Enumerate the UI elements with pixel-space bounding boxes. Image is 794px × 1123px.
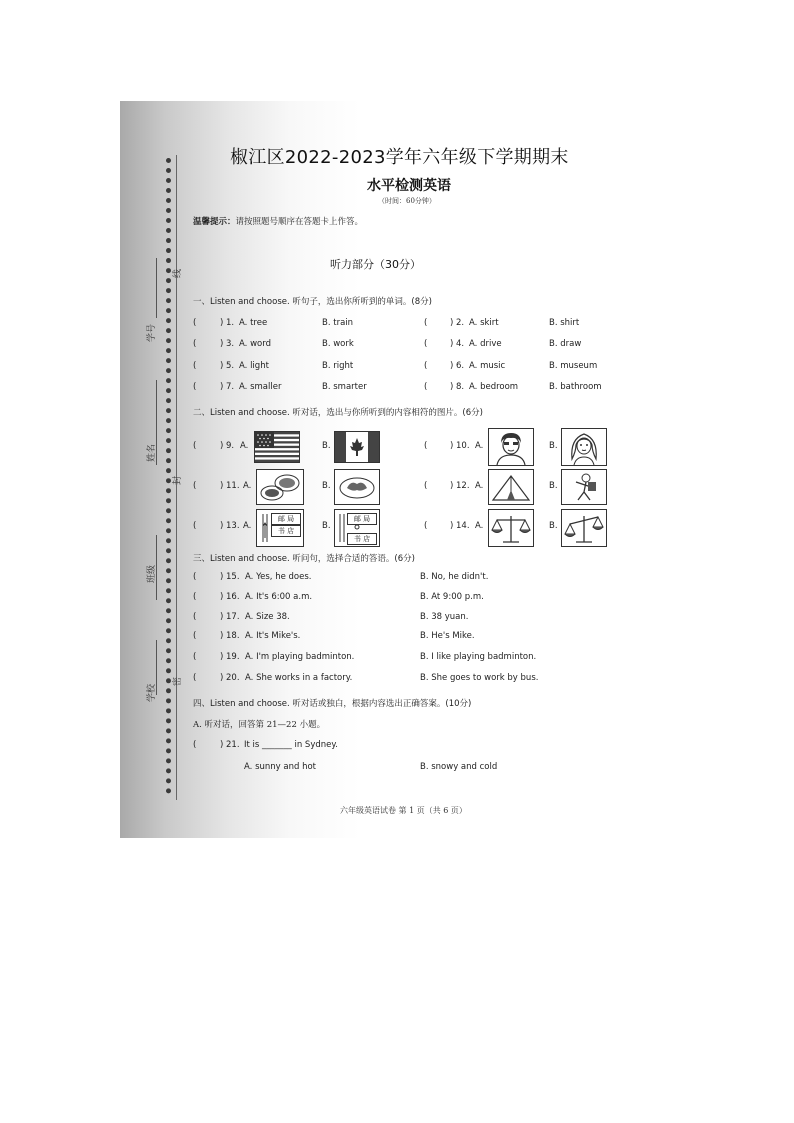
section-4-heading: 四、Listen and choose. 听对话或独白，根据内容选出正确答案。(10分): [193, 699, 472, 709]
page-footer: 六年级英语试卷 第 1 页（共 6 页）: [340, 806, 467, 815]
option-b: B. smarter: [322, 382, 367, 392]
section-3-heading: 三、Listen and choose. 听问句，选择合适的答语。(6分): [193, 554, 415, 564]
option-b: B. He's Mike.: [420, 631, 475, 641]
option-a-label: A.: [240, 441, 249, 451]
dumplings-picture: [334, 469, 380, 505]
option-b: B. I like playing badminton.: [420, 652, 537, 662]
option-b: B. She goes to work by bus.: [420, 673, 539, 683]
section-4-subheading: A. 听对话，回答第 21—22 小题。: [193, 720, 326, 730]
answer-paren: (: [424, 382, 428, 392]
option-a-label: A.: [243, 481, 252, 491]
option-a: A. drive: [469, 339, 502, 349]
question-number: ) 20.: [220, 673, 240, 683]
option-a: A. She works in a factory.: [245, 673, 353, 683]
question-number: ) 21.: [220, 740, 240, 750]
option-b-label: B.: [322, 481, 331, 491]
answer-paren: (: [193, 382, 197, 392]
post-office-sign: 邮 局: [347, 513, 377, 525]
question-number: ) 9.: [220, 441, 235, 451]
option-b-label: B.: [322, 521, 331, 531]
question-number: ) 14.: [450, 521, 470, 531]
option-a-label: A.: [475, 521, 484, 531]
tip-label: 温馨提示：: [193, 217, 236, 227]
question-number: ) 15.: [220, 572, 240, 582]
scale-balanced-picture: [488, 509, 534, 547]
section-2-heading: 二、Listen and choose. 听对话，选出与你所听到的内容相符的图片。(6分): [193, 408, 483, 418]
binding-label-student-id: 学号: [147, 323, 157, 342]
option-a: A. skirt: [469, 318, 499, 328]
option-a: A. music: [469, 361, 506, 371]
option-b: B. snowy and cold: [420, 762, 498, 772]
binding-label-class: 班级: [147, 564, 157, 583]
answer-paren: (: [193, 652, 197, 662]
exam-title: 椒江区2022-2023学年六年级下学期期末: [230, 147, 569, 168]
answer-paren: (: [424, 521, 428, 531]
woman-long-hair-picture: [561, 428, 607, 466]
option-a: A. word: [239, 339, 271, 349]
map-route-a-picture: [256, 509, 304, 547]
answer-paren: (: [193, 592, 197, 602]
question-number: ) 10.: [450, 441, 470, 451]
answer-paren: (: [193, 481, 197, 491]
binding-label-school: 学校: [147, 683, 157, 702]
option-a-label: A.: [475, 441, 484, 451]
option-b-label: B.: [549, 441, 558, 451]
option-a: A. light: [239, 361, 269, 371]
answer-paren: (: [424, 318, 428, 328]
question-number: ) 19.: [220, 652, 240, 662]
bookstore-sign: 书 店: [271, 525, 301, 537]
time-note: （时间：60分钟）: [378, 197, 436, 205]
answer-paren: (: [424, 481, 428, 491]
exam-subtitle: 水平检测英语: [367, 178, 451, 194]
option-a: A. I'm playing badminton.: [245, 652, 355, 662]
question-number: ) 2.: [450, 318, 465, 328]
option-b: B. right: [322, 361, 354, 371]
option-b: B. work: [322, 339, 354, 349]
answer-paren: (: [424, 361, 428, 371]
answer-paren: (: [193, 572, 197, 582]
bookstore-sign: 书 店: [347, 533, 377, 545]
answer-paren: (: [193, 740, 197, 750]
listening-section-title: 听力部分（30分）: [330, 258, 421, 271]
question-number: ) 6.: [450, 361, 465, 371]
question-number: ) 3.: [220, 339, 235, 349]
option-a: A. Yes, he does.: [245, 572, 312, 582]
option-b-label: B.: [549, 481, 558, 491]
scale-tilted-picture: [561, 509, 607, 547]
us-flag-picture: [254, 431, 300, 463]
hiking-person-picture: [561, 469, 607, 505]
binding-label-feng: 封: [173, 475, 183, 485]
option-b: B. train: [322, 318, 354, 328]
tent-picture: [488, 469, 534, 505]
answer-paren: (: [193, 631, 197, 641]
tip-line: [193, 215, 363, 227]
question-number: ) 5.: [220, 361, 235, 371]
binding-label-xian: 线: [173, 268, 183, 278]
answer-paren: (: [424, 441, 428, 451]
answer-paren: (: [193, 339, 197, 349]
question-number: ) 8.: [450, 382, 465, 392]
answer-paren: (: [193, 441, 197, 451]
question-number: ) 16.: [220, 592, 240, 602]
option-b: B. At 9:00 p.m.: [420, 592, 484, 602]
binding-label-mi: 密: [173, 676, 183, 686]
answer-paren: (: [193, 673, 197, 683]
section-1-heading: 一、Listen and choose. 听句子，选出你所听到的单词。(8分): [193, 297, 432, 307]
option-a-label: A.: [243, 521, 252, 531]
question-number: ) 17.: [220, 612, 240, 622]
post-office-sign: 邮 局: [271, 513, 301, 525]
map-route-b-picture: [334, 509, 380, 547]
option-b: B. No, he didn't.: [420, 572, 489, 582]
option-b-label: B.: [549, 521, 558, 531]
answer-paren: (: [193, 318, 197, 328]
option-a: A. It's Mike's.: [245, 631, 301, 641]
option-b: B. draw: [549, 339, 582, 349]
question-stem: It is _______ in Sydney.: [244, 740, 338, 750]
option-a: A. It's 6:00 a.m.: [245, 592, 313, 602]
question-number: ) 11.: [220, 481, 240, 491]
option-a: A. tree: [239, 318, 268, 328]
option-b: B. bathroom: [549, 382, 602, 392]
canada-flag-picture: [334, 431, 380, 463]
option-b: B. 38 yuan.: [420, 612, 469, 622]
student-id-field-line: [156, 258, 157, 318]
binding-label-name: 姓名: [147, 443, 157, 462]
option-b: B. shirt: [549, 318, 580, 328]
question-number: ) 13.: [220, 521, 240, 531]
option-a: A. sunny and hot: [244, 762, 317, 772]
food-plates-picture: [256, 469, 304, 505]
woman-short-hair-picture: [488, 428, 534, 466]
answer-paren: (: [193, 612, 197, 622]
question-number: ) 1.: [220, 318, 235, 328]
option-a: A. smaller: [239, 382, 282, 392]
tip-text: 请按照题号顺序在答题卡上作答。: [235, 217, 364, 227]
question-number: ) 12.: [450, 481, 470, 491]
option-b-label: B.: [322, 441, 331, 451]
option-a-label: A.: [475, 481, 484, 491]
question-number: ) 4.: [450, 339, 465, 349]
option-a: A. Size 38.: [245, 612, 290, 622]
answer-paren: (: [193, 361, 197, 371]
question-number: ) 18.: [220, 631, 240, 641]
answer-paren: (: [424, 339, 428, 349]
answer-paren: (: [193, 521, 197, 531]
option-b: B. museum: [549, 361, 598, 371]
question-number: ) 7.: [220, 382, 235, 392]
option-a: A. bedroom: [469, 382, 519, 392]
